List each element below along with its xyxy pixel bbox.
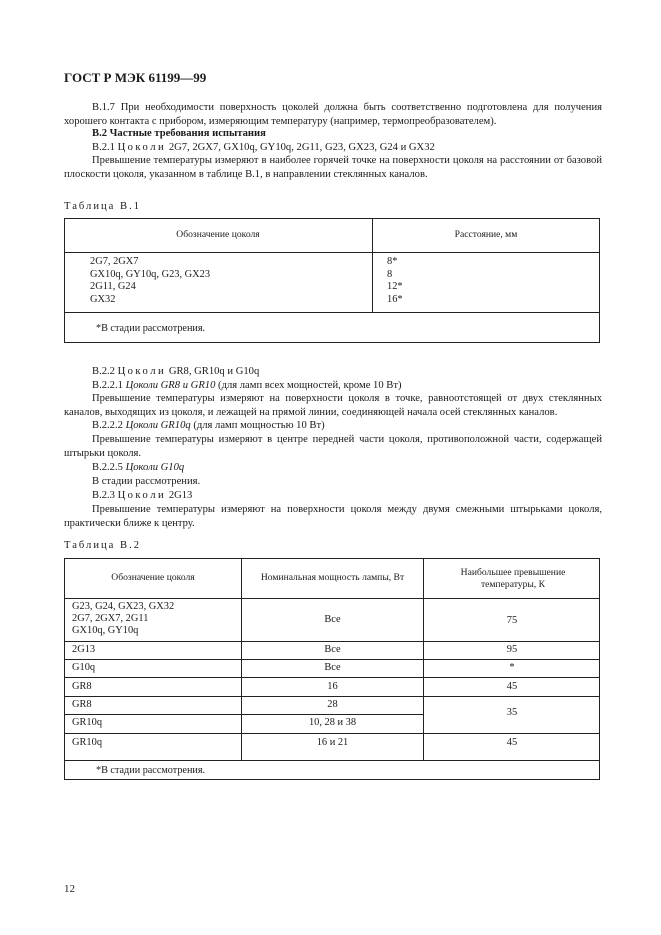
paragraph-b23: Превышение температуры измеряют на поверхности цоколя между двумя смежными штырьками цоколя, практически ближе к центру. [64,504,602,529]
b22-word: Цоколи [117,366,167,377]
table2-cell-base: G23, G24, GX23, GX32 [72,601,175,612]
paragraph-b225: В стадии рассмотрения. [92,476,201,487]
table2-cell-base: 2G13 [72,644,96,655]
table2-cell-temp: * [509,662,515,673]
table2-cell-power: 16 [327,681,338,692]
table2-cell-temp: 45 [506,737,518,748]
b221-italic: Цоколи GR8 и GR10 [125,380,216,391]
table1-cell-base: 2G7, 2GX7 [90,256,139,267]
b225-italic: Цоколи G10q [125,462,185,473]
b21-word: Цоколи [117,142,167,153]
table2-cell-power: 28 [327,699,338,710]
b22-number: В.2.2 [92,366,115,377]
section-b222-heading [64,419,602,433]
table2-header-power: Номинальная мощность лампы, Вт [260,572,405,583]
section-b225-heading [64,461,602,475]
section-b2-text: В.2 Частные требования испытания [92,128,266,139]
paragraph-b222: Превышение температуры измеряют в центре передней части цоколя, противоположной части, содержащей штырьки цоколя. [64,434,602,459]
table1-cell-distance: 12* [387,281,403,292]
table2-cell-base: GR10q [72,717,103,728]
table1-cell-distance: 8* [387,256,398,267]
table2-cell-power: 10, 28 и 38 [308,717,357,728]
table2-cell-temp: 95 [506,644,518,655]
table2-note: *В стадии рассмотрения. [96,765,206,776]
table1-note: *В стадии рассмотрения. [96,323,206,334]
b23-word: Цоколи [117,490,167,501]
table2-cell-base: GR10q [72,737,103,748]
b23-number: В.2.3 [92,490,115,501]
table2-cell-temp: 75 [506,615,518,626]
table2-cell-base: GR8 [72,681,92,692]
section-b2-heading [64,127,602,141]
b222-italic: Цоколи GR10q [125,420,191,431]
page-number: 12 [64,883,75,895]
table2-header-base: Обозначение цоколя [111,572,195,583]
table1-cell-base: GX32 [90,293,116,305]
table2-header-temp: Наибольшее превышение температуры, К [460,567,566,590]
section-b21-heading [64,141,602,155]
paragraph-b17: В.1.7 При необходимости поверхность цоколей должна быть соответственно подготовлена для получения хорошего контакта с прибором, измеряющим температуру (например, термопреобразователем). [64,102,602,127]
table2-caption: Таблица В.2 [64,540,142,551]
table2-cell-base: GX10q, GY10q [72,625,139,636]
table2-cell-power: Все [324,614,341,625]
b23-bases: 2G13 [168,490,193,501]
b221-rest: (для ламп всех мощностей, кроме 10 Вт) [218,380,402,391]
table2-cell-power: Все [324,662,341,673]
paragraph-b221: Превышение температуры измеряют на поверхности цоколя в точке, равноотстоящей от двух стеклянных каналов, выходящих из цоколя, и лежащей на прямой линии, соединяющей начала осей стеклянных каналов. [64,393,602,418]
table2-cell-power: 16 и 21 [316,737,349,748]
table2-cell-base: G10q [72,662,96,673]
table2-cell-base: GR8 [72,699,92,710]
table1-cell-distance: 16* [387,293,403,305]
section-b221-heading [64,379,602,393]
paragraph-b21: Превышение температуры измеряют в наиболее горячей точке на поверхности цоколя на расстоянии от базовой плоскости цоколя, указанном в таблице В.1, в направлении стеклянных каналов. [64,155,602,180]
b22-bases: GR8, GR10q и G10q [168,366,260,377]
section-b22-heading [64,365,602,379]
section-b23-heading [64,489,602,503]
b221-number: В.2.2.1 [92,380,123,391]
b21-bases: 2G7, 2GX7, GX10q, GY10q, 2G11, G23, GX23, G24 и GX32 [168,142,435,153]
b21-number: В.2.1 [92,142,115,153]
table1-header-base: Обозначение цоколя [176,229,260,240]
table2-cell-power: Все [324,644,341,655]
b222-rest: (для ламп мощностью 10 Вт) [193,420,325,431]
b222-number: В.2.2.2 [92,420,123,431]
table2-cell-temp: 35 [506,707,518,718]
b225-number: В.2.2.5 [92,462,123,473]
table1-cell-base: 2G11, G24 [90,281,136,292]
document-header: ГОСТ Р МЭК 61199—99 [64,70,207,85]
table2-cell-temp: 45 [506,681,518,692]
table1-cell-base: GX10q, GY10q, G23, GX23 [90,268,211,280]
table1-cell-distance: 8 [387,268,393,280]
table1-header-distance: Расстояние, мм [454,229,518,240]
table1-caption: Таблица В.1 [64,201,142,212]
table2-cell-base: 2G7, 2GX7, 2G11 [72,613,149,624]
